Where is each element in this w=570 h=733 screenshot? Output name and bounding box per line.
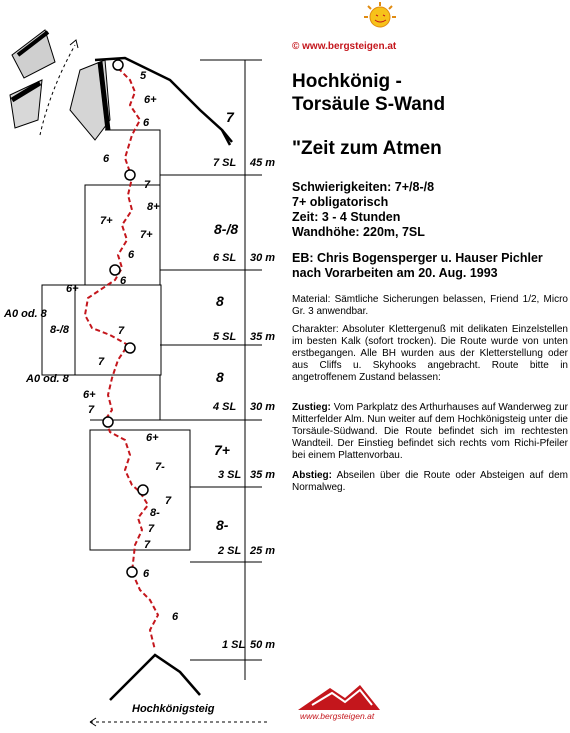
approach-section bbox=[292, 402, 568, 462]
pitch-grade: 7+ bbox=[214, 442, 230, 458]
aid-label: A0 od. 8 bbox=[4, 308, 47, 320]
move-grade: 7+ bbox=[100, 215, 113, 227]
sl-length: 30 m bbox=[250, 252, 276, 264]
pitch-grade: 8 bbox=[216, 293, 224, 309]
title-line: Torsäule S-Wand bbox=[292, 94, 446, 115]
logo-link[interactable]: www.bergsteigen.at bbox=[300, 711, 375, 721]
move-grade: 7 bbox=[148, 523, 155, 535]
belay-stations bbox=[103, 60, 148, 577]
sl-label: 7 SL bbox=[213, 157, 237, 169]
belay-icon bbox=[103, 417, 113, 427]
move-grade: 8-/8 bbox=[50, 324, 69, 336]
move-grade: 6 bbox=[172, 611, 179, 623]
rock-outline bbox=[10, 30, 232, 145]
pitch-grade: 7 bbox=[226, 109, 234, 125]
sl-length: 30 m bbox=[250, 401, 276, 413]
belay-icon bbox=[127, 567, 137, 577]
sl-label: 2 SL bbox=[218, 545, 242, 557]
move-grade: 5 bbox=[140, 70, 147, 82]
descent-text: Abseilen über die Route oder Absteigen auf dem Normalweg. bbox=[292, 470, 568, 493]
bergsteigen-logo-icon bbox=[298, 685, 380, 710]
route-facts bbox=[292, 180, 434, 240]
sl-label: 1 SL bbox=[222, 639, 246, 651]
move-grade: 7 bbox=[144, 539, 151, 551]
route-line bbox=[85, 68, 158, 650]
material-text: Material: Sämtliche Sicherungen belassen, Friend 1/2, Micro Gr. 3 anwendbar. bbox=[292, 294, 568, 317]
pitch-scale bbox=[160, 60, 262, 680]
move-grade: 8+ bbox=[147, 201, 160, 213]
move-grade: 6 bbox=[143, 568, 150, 580]
sl-length: 35 m bbox=[250, 469, 276, 481]
belay-icon bbox=[125, 170, 135, 180]
time-text: Zeit: 3 - 4 Stunden bbox=[292, 210, 401, 224]
move-grade: 6+ bbox=[146, 432, 159, 444]
copyright-text: © www.bergsteigen.at bbox=[292, 41, 397, 52]
wall-sections bbox=[42, 130, 190, 550]
belay-icon bbox=[113, 60, 123, 70]
aid-label: A0 od. 8 bbox=[26, 373, 69, 385]
move-grade: 7 bbox=[118, 325, 125, 337]
page-title bbox=[292, 70, 562, 116]
move-grade: 7+ bbox=[140, 229, 153, 241]
descent-label: Abstieg: bbox=[292, 470, 332, 481]
move-grade: 6 bbox=[143, 117, 150, 129]
move-grade: 6+ bbox=[144, 94, 157, 106]
belay-icon bbox=[138, 485, 148, 495]
move-grade: 7 bbox=[98, 356, 105, 368]
belay-icon bbox=[125, 343, 135, 353]
grades-text: Schwierigkeiten: 7+/8-/8 bbox=[292, 180, 435, 194]
sl-length: 50 m bbox=[250, 639, 276, 651]
move-grade: 6 bbox=[120, 275, 127, 287]
sl-label: 6 SL bbox=[213, 252, 237, 264]
move-grade: 7 bbox=[165, 495, 172, 507]
route-name: "Zeit zum Atmen bbox=[292, 138, 442, 159]
approach-label: Zustieg: bbox=[292, 402, 331, 413]
obligatory-text: 7+ obligatorisch bbox=[292, 195, 389, 209]
pitch-grade: 8-/8 bbox=[214, 221, 239, 237]
belay-icon bbox=[110, 265, 120, 275]
move-grade: 6 bbox=[103, 153, 110, 165]
move-grade: 6 bbox=[128, 249, 135, 261]
descent-section bbox=[292, 470, 568, 494]
height-text: Wandhöhe: 220m, 7SL bbox=[292, 225, 425, 239]
pitch-grade: 8 bbox=[216, 369, 224, 385]
title-line: Hochkönig - bbox=[292, 71, 402, 92]
sl-length: 25 m bbox=[250, 545, 276, 557]
sl-label: 5 SL bbox=[213, 331, 237, 343]
move-grade: 7 bbox=[144, 179, 151, 191]
approach-text: Vom Parkplatz des Arthurhauses auf Wanderweg zur Mitterfelder Alm. Nun weiter auf dem Hochkönigsteig unter die Torsäule-Südwand. Die Route befindet sich im rechtesten Wandteil. Der Einstieg befindet sich rechts vom Richi-Pfeiler bei einem Plattenvorbau. bbox=[292, 402, 568, 461]
sl-label: 4 SL bbox=[213, 401, 237, 413]
move-grade: 6+ bbox=[66, 283, 79, 295]
approach-path-label: Hochkönigsteig bbox=[132, 703, 215, 715]
move-grade: 7 bbox=[88, 404, 95, 416]
sl-label: 3 SL bbox=[218, 469, 242, 481]
sl-length: 45 m bbox=[250, 157, 276, 169]
sun-logo-icon bbox=[364, 2, 396, 27]
first-ascent-text: EB: Chris Bogensperger u. Hauser Pichler nach Vorarbeiten am 20. Aug. 1993 bbox=[292, 251, 543, 280]
ground-line bbox=[110, 655, 200, 700]
character-text: Charakter: Absoluter Klettergenuß mit delikaten Einzelstellen im besten Kalk (sofort trocken). Die Route wurde von unten erstbegangen. Alle BH wurden aus der Kletterstellung oder aus Cliffs u. Skyhooks angebracht. Route bitte in angetroffenem Zustand belassen: bbox=[292, 324, 568, 383]
move-grade: 6+ bbox=[83, 389, 96, 401]
move-grade: 7- bbox=[155, 461, 165, 473]
pitch-grade: 8- bbox=[216, 517, 229, 533]
sl-length: 35 m bbox=[250, 331, 276, 343]
move-grade: 8- bbox=[150, 507, 160, 519]
